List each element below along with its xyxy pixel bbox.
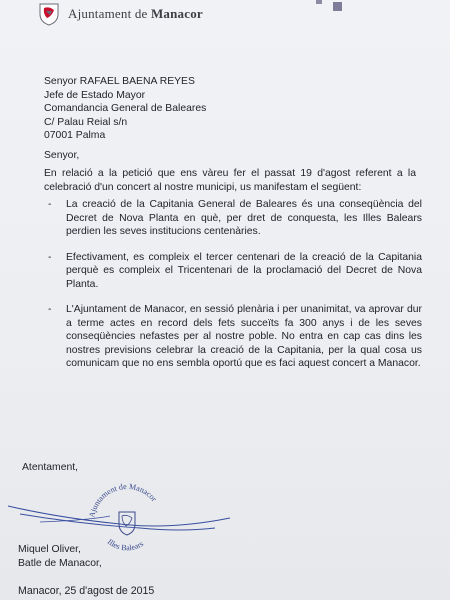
place-and-date: Manacor, 25 d'agost de 2015 — [18, 585, 155, 597]
signer-name: Miquel Oliver, — [18, 544, 81, 555]
recipient-position: Jefe de Estado Mayor — [44, 89, 146, 101]
signer-block — [18, 543, 102, 570]
recipient-organization: Comandancia General de Baleares — [44, 103, 207, 115]
closing: Atentament, — [22, 462, 79, 473]
intro-paragraph: En relació a la petició que ens vàreu fer el passat 19 d'agost referent a la celebració d'un concert al nostre municipi, us manifestam el següent: — [44, 168, 416, 193]
recipient-address — [44, 75, 206, 143]
greeting: Senyor, — [44, 150, 80, 161]
signer-title: Batle de Manacor, — [18, 557, 102, 569]
bullet-item — [44, 251, 422, 292]
svg-text:Illes Balears: Illes Balears — [105, 537, 145, 553]
recipient-city: 07001 Palma — [44, 130, 106, 142]
bullet-dash: - — [48, 251, 52, 263]
bullet-list — [44, 198, 422, 383]
bullet-item — [44, 198, 422, 239]
letterhead-org: Ajuntament de Manacor — [68, 6, 203, 21]
corner-mark-small — [316, 0, 322, 4]
recipient-street: C/ Palau Reial s/n — [44, 116, 128, 128]
bullet-text: La creació de la Capitania General de Baleares és una conseqüència del Decret de Nova Planta en què, per dret de conquesta, les Illes Balears perdien les seves institucions centenàries. — [66, 199, 422, 237]
bullet-dash: - — [48, 304, 52, 315]
svg-text:Ajuntament de Manacor: Ajuntament de Manacor — [87, 481, 159, 519]
corner-mark — [333, 2, 342, 11]
bullet-item — [44, 303, 422, 371]
bullet-dash: - — [48, 199, 52, 210]
letterhead — [38, 0, 203, 28]
bullet-text: L'Ajuntament de Manacor, en sessió plenària i per unanimitat, va aprovar dur a terme actes en record dels fets succeïts fa 300 anys i de les seves conseqüències nefastes per al nostre poble. No entra en cap cas dins les nostres previsions celebrar la creació de la Capitania, per la qual cosa us comunicam que no ens sembla oportú que es faci aquest concert a Manacor. — [66, 304, 422, 369]
coat-of-arms-icon — [38, 2, 60, 26]
bullet-text: Efectivament, es compleix el tercer centenari de la creació de la Capitania perquè es compleix el Tricentenari de la proclamació del Decret de Nova Planta. — [66, 251, 422, 290]
recipient-name: Senyor RAFAEL BAENA REYES — [44, 76, 195, 87]
